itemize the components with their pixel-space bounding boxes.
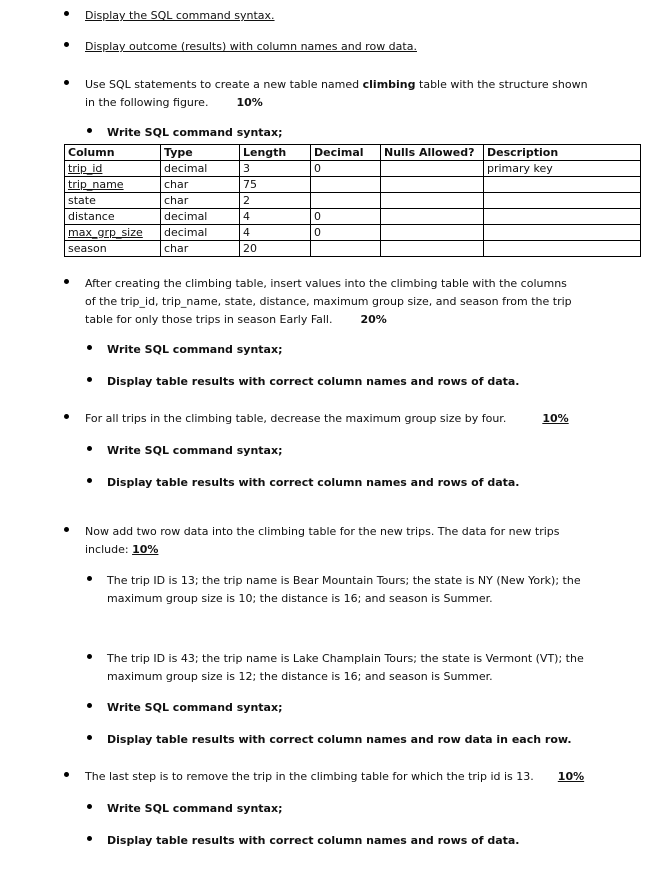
bullet-icon — [87, 654, 92, 659]
item-text-part: maximum group size is 12; the distance is 16; and season is Summer. — [107, 670, 493, 683]
percent-weight: 10% — [236, 96, 263, 109]
sub-bullet-write-syntax — [87, 341, 282, 359]
item-text-part: table for only those trips in season Early Fall. — [85, 313, 333, 326]
item-text-part: After creating the climbing table, insert values into the climbing table with the columns — [85, 277, 567, 290]
cell: 0 — [311, 161, 381, 177]
sub-bullet-display-results — [87, 731, 572, 749]
item-text: Write SQL command syntax; — [107, 701, 283, 714]
item-text — [107, 650, 584, 686]
bullet-icon — [87, 478, 92, 483]
cell: 75 — [240, 177, 311, 193]
cell: primary key — [484, 161, 641, 177]
cell — [381, 161, 484, 177]
bullet-icon — [64, 414, 69, 419]
cell: 4 — [240, 209, 311, 225]
cell: 3 — [240, 161, 311, 177]
item-text — [85, 275, 572, 329]
header-length: Length — [240, 145, 311, 161]
bullet-icon — [87, 446, 92, 451]
header-type: Type — [161, 145, 240, 161]
bullet-item-decrease-group-size — [64, 410, 569, 428]
item-text-part: table with the structure shown — [415, 78, 588, 91]
cell: max_grp_size — [65, 225, 161, 241]
table-row — [65, 225, 641, 241]
item-text-part: The last step is to remove the trip in the climbing table for which the trip id is 13. — [85, 770, 534, 783]
cell — [311, 193, 381, 209]
table-row — [65, 241, 641, 257]
sub-bullet-write-syntax — [87, 800, 282, 818]
bullet-icon — [87, 735, 92, 740]
item-text — [85, 523, 560, 559]
item-text-part: The trip ID is 43; the trip name is Lake Champlain Tours; the state is Vermont (VT); the — [107, 652, 584, 665]
cell: char — [161, 177, 240, 193]
cell: 0 — [311, 225, 381, 241]
cell: decimal — [161, 161, 240, 177]
cell — [484, 209, 641, 225]
item-text-part: Now add two row data into the climbing table for the new trips. The data for new trips — [85, 525, 560, 538]
bullet-icon — [64, 279, 69, 284]
item-text-part: in the following figure. — [85, 96, 209, 109]
item-text: Display the SQL command syntax. — [85, 9, 275, 22]
header-decimal: Decimal — [311, 145, 381, 161]
item-text — [85, 76, 588, 112]
cell — [311, 241, 381, 257]
cell: trip_name — [65, 177, 161, 193]
bullet-icon — [64, 42, 69, 47]
bullet-icon — [87, 703, 92, 708]
table-row — [65, 161, 641, 177]
table-row — [65, 193, 641, 209]
bullet-item-create-table — [64, 76, 588, 112]
cell: distance — [65, 209, 161, 225]
bullet-icon — [87, 377, 92, 382]
table-name: climbing — [362, 78, 416, 91]
sub-bullet-display-results — [87, 373, 519, 391]
item-text: Write SQL command syntax; — [107, 126, 283, 139]
cell — [484, 177, 641, 193]
cell: season — [65, 241, 161, 257]
bullet-item-add-rows — [64, 523, 560, 559]
cell — [381, 225, 484, 241]
cell — [381, 209, 484, 225]
header-nulls-allowed: Nulls Allowed? — [381, 145, 484, 161]
cell: char — [161, 193, 240, 209]
bullet-icon — [64, 80, 69, 85]
sub-bullet-display-results — [87, 832, 519, 850]
item-text: Write SQL command syntax; — [107, 444, 283, 457]
cell — [381, 193, 484, 209]
bullet-icon — [64, 527, 69, 532]
cell: char — [161, 241, 240, 257]
bullet-item-display-outcome — [64, 38, 417, 56]
item-text: Write SQL command syntax; — [107, 343, 283, 356]
sub-bullet-trip-13 — [87, 572, 581, 608]
cell: 0 — [311, 209, 381, 225]
cell — [381, 177, 484, 193]
cell: decimal — [161, 209, 240, 225]
item-text: Display outcome (results) with column names and row data. — [85, 40, 417, 53]
item-text-part: Use SQL statements to create a new table named — [85, 78, 363, 91]
cell — [484, 241, 641, 257]
sub-bullet-write-syntax — [87, 124, 282, 142]
bullet-icon — [87, 345, 92, 350]
cell — [484, 225, 641, 241]
bullet-icon — [64, 772, 69, 777]
percent-weight: 10% — [557, 770, 585, 783]
cell — [311, 177, 381, 193]
sub-bullet-write-syntax — [87, 442, 282, 460]
item-text — [107, 572, 581, 608]
item-text: Display table results with correct column names and rows of data. — [107, 375, 520, 388]
header-column: Column — [65, 145, 161, 161]
cell — [381, 241, 484, 257]
cell — [484, 193, 641, 209]
sub-bullet-display-results — [87, 474, 519, 492]
bullet-icon — [64, 11, 69, 16]
sub-bullet-write-syntax — [87, 699, 282, 717]
cell: 4 — [240, 225, 311, 241]
percent-weight: 10% — [132, 543, 159, 556]
item-text-part: of the trip_id, trip_name, state, distance, maximum group size, and season from the trip — [85, 295, 572, 308]
header-description: Description — [484, 145, 641, 161]
bullet-icon — [87, 128, 92, 133]
bullet-item-display-syntax — [64, 7, 275, 25]
cell: decimal — [161, 225, 240, 241]
item-text — [85, 768, 584, 786]
item-text: Write SQL command syntax; — [107, 802, 283, 815]
percent-weight: 20% — [360, 313, 387, 326]
bullet-icon — [87, 576, 92, 581]
table-structure — [64, 144, 641, 257]
item-text: Display table results with correct column names and row data in each row. — [107, 733, 572, 746]
item-text-part: For all trips in the climbing table, decrease the maximum group size by four. — [85, 412, 507, 425]
percent-weight: 10% — [542, 412, 569, 425]
bullet-icon — [87, 804, 92, 809]
item-text-part: maximum group size is 10; the distance is 16; and season is Summer. — [107, 592, 493, 605]
table-row — [65, 177, 641, 193]
item-text: Display table results with correct column names and rows of data. — [107, 476, 520, 489]
cell: 20 — [240, 241, 311, 257]
cell: state — [65, 193, 161, 209]
bullet-item-remove-trip — [64, 768, 584, 786]
bullet-item-insert-values — [64, 275, 572, 329]
cell: 2 — [240, 193, 311, 209]
table-header-row — [65, 145, 641, 161]
sub-bullet-trip-43 — [87, 650, 584, 686]
cell: trip_id — [65, 161, 161, 177]
item-text: Display table results with correct column names and rows of data. — [107, 834, 520, 847]
bullet-icon — [87, 836, 92, 841]
table-row — [65, 209, 641, 225]
item-text — [85, 410, 569, 428]
item-text-part: The trip ID is 13; the trip name is Bear Mountain Tours; the state is NY (New York); the — [107, 574, 581, 587]
item-text-part: include: — [85, 543, 133, 556]
